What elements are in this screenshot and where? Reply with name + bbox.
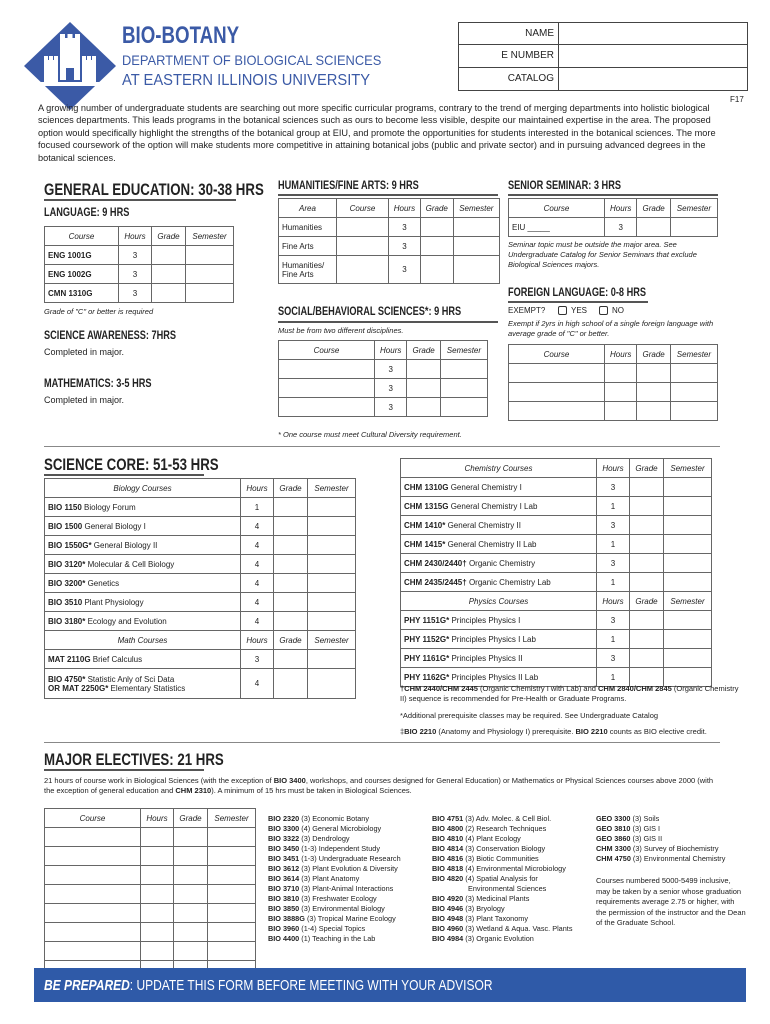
senior-seminar-title: SENIOR SEMINAR: 3 HRS — [508, 180, 621, 192]
table-row: BIO 4750* Statistic Anly of Sci Data OR MAT 2250G* Elementary Statistics 4 — [45, 669, 356, 699]
anatomy-note: ‡BIO 2210 (Anatomy and Physiology I) prerequisite. BIO 2210 counts as BIO elective credit. — [400, 727, 707, 736]
list-item: BIO 3612 (3) Plant Evolution & Diversity — [268, 864, 398, 873]
science-awareness-title: SCIENCE AWARENESS: 7HRS — [44, 330, 177, 342]
student-info-box — [458, 22, 748, 91]
footer-banner — [34, 968, 746, 1002]
table-row — [45, 847, 256, 866]
list-item: BIO 4820 (4) Spatial Analysis for — [432, 874, 538, 883]
graduate-note: Courses numbered 5000-5499 inclusive, may be taken by a senior whose graduation requirements average 2.75 or higher, with the permission of the instructor and the Dean of the Graduate School. — [596, 876, 746, 927]
elective-list-2 — [432, 814, 572, 944]
table-row — [45, 866, 256, 885]
table-row: 3 — [279, 360, 488, 379]
list-item: BIO 3614 (3) Plant Anatomy — [268, 874, 360, 883]
table-row — [45, 923, 256, 942]
list-item: CHM 3300 (3) Survey of Biochemistry — [596, 844, 719, 853]
list-item: BIO 3810 (3) Freshwater Ecology — [268, 894, 377, 903]
list-item: BIO 3300 (4) General Microbiology — [268, 824, 382, 833]
list-item: BIO 3850 (3) Environmental Biology — [268, 904, 385, 913]
table-row: PHY 1152G* Principles Physics I Lab 1 — [401, 630, 712, 649]
list-item: BIO 4948 (3) Plant Taxonomy — [432, 914, 528, 923]
table-row: CHM 1310G General Chemistry I 3 — [401, 478, 712, 497]
electives-description: 21 hours of course work in Biological Sciences (with the exception of BIO 3400, workshops, and courses designed for General Education) or Mathematics or Physical Sciences courses above 2000 (with the exception of general education and CHM 2310). A minimum of 15 hrs must be taken in Biological Sciences. — [44, 776, 714, 795]
table-row: CHM 2435/2445† Organic Chemistry Lab 1 — [401, 573, 712, 592]
table-row: Fine Arts 3 — [279, 237, 500, 256]
list-item: GEO 3860 (3) GIS II — [596, 834, 663, 843]
eiu-logo — [22, 20, 118, 112]
senior-table: Course Hours Grade Semester EIU _____ 3 — [508, 198, 718, 237]
list-item: BIO 4800 (2) Research Techniques — [432, 824, 547, 833]
list-item: BIO 4751 (3) Adv. Molec. & Cell Biol. — [432, 814, 552, 823]
table-row — [45, 885, 256, 904]
table-row — [509, 383, 718, 402]
biology-table: Biology Courses Hours Grade Semester BIO 1150 Biology Forum 1 BIO 1500 General Biology I 4 BIO 1550G* General Biology II 4 BIO 3120* Molecular & Cell Biology 4 BIO 3200* Genetics 4 BIO 3510 Plant Physiology 4 BIO 3180* Ecology and Evolution 4 Math Courses Hours Grade Semester MAT 2110G Brief Calculus 3 BIO 4750* Statistic Anly of Sci Data OR MAT 2250G* Elementary Statistics 4 — [44, 478, 356, 699]
page-title: BIO-BOTANY — [122, 22, 240, 49]
table-row — [45, 904, 256, 923]
list-item: BIO 4984 (3) Organic Evolution — [432, 934, 534, 943]
elective-list-3 — [596, 814, 725, 864]
social-table: Course Hours Grade Semester 3 3 3 — [278, 340, 488, 417]
table-row: BIO 1550G* General Biology II 4 — [45, 536, 356, 555]
name-label: NAME — [459, 23, 559, 44]
mathematics-title: MATHEMATICS: 3-5 HRS — [44, 378, 152, 390]
form-code: F17 — [730, 95, 744, 104]
senior-note: Seminar topic must be outside the major area. See Undergraduate Catalog for Senior Seminars that exclude Biological Sciences majors. — [508, 240, 697, 269]
science-awareness-note: Completed in major. — [44, 347, 125, 357]
list-item: BIO 3960 (1-4) Special Topics — [268, 924, 366, 933]
list-item: BIO 4816 (3) Biotic Communities — [432, 854, 539, 863]
language-title: LANGUAGE: 9 HRS — [44, 207, 130, 219]
yes-checkbox[interactable] — [558, 306, 567, 315]
no-checkbox[interactable] — [599, 306, 608, 315]
table-row: Humanities 3 — [279, 218, 500, 237]
table-row: BIO 3200* Genetics 4 — [45, 574, 356, 593]
list-item: BIO 4946 (3) Bryology — [432, 904, 505, 913]
chem-sequence-note: †CHM 2440/CHM 2445 (Organic Chemistry I with Lab) and CHM 2840/CHM 2845 (Organic Chemistry II) sequence is recommended for Pre-Health or Graduate Programs. — [400, 684, 739, 703]
table-row — [45, 942, 256, 961]
enumber-label: E NUMBER — [459, 45, 559, 67]
foreign-note: Exempt if 2yrs in high school of a single foreign language with average grade of "C" or better. — [508, 319, 714, 338]
chemistry-table: Chemistry Courses Hours Grade Semester CHM 1310G General Chemistry I 3 CHM 1315G General Chemistry I Lab 1 CHM 1410* General Chemistry II 3 CHM 1415* General Chemistry II Lab 1 CHM 2430/2440† Organic Chemistry 3 CHM 2435/2445† Organic Chemistry Lab 1 Physics Courses Hours Grade Semester PHY 1151G* Principles Physics I 3 PHY 1152G* Principles Physics I Lab 1 PHY 1161G* Principles Physics II 3 PHY 1162G* Principles Physics II Lab 1 — [400, 458, 712, 687]
list-item: BIO 4400 (1) Teaching in the Lab — [268, 934, 376, 943]
name-field[interactable] — [559, 23, 747, 44]
list-item: BIO 4814 (3) Conservation Biology — [432, 844, 546, 853]
list-item: BIO 4818 (4) Environmental Microbiology — [432, 864, 566, 873]
foreign-title: FOREIGN LANGUAGE: 0-8 HRS — [508, 287, 647, 299]
list-item: BIO 3888G (3) Tropical Marine Ecology — [268, 914, 396, 923]
table-row: PHY 1151G* Principles Physics I 3 — [401, 611, 712, 630]
foreign-table: Course Hours Grade Semester — [508, 344, 718, 421]
grade-note: Grade of "C" or better is required — [44, 307, 154, 316]
table-row: CMN 1310G 3 — [45, 284, 234, 303]
table-row: MAT 2110G Brief Calculus 3 — [45, 650, 356, 669]
table-row: Humanities/ Fine Arts 3 — [279, 256, 500, 284]
table-row: PHY 1162G* Principles Physics II Lab 1 — [401, 668, 712, 687]
social-footnote: * One course must meet Cultural Diversity requirement. — [278, 430, 462, 439]
table-row: CHM 1315G General Chemistry I Lab 1 — [401, 497, 712, 516]
catalog-label: CATALOG — [459, 68, 559, 90]
gened-title: GENERAL EDUCATION: 30-38 HRS — [44, 180, 264, 199]
footer-text: BE PREPARED: UPDATE THIS FORM BEFORE MEETING WITH YOUR ADVISOR — [44, 977, 493, 994]
social-note: Must be from two different disciplines. — [278, 326, 404, 335]
table-row: BIO 3510 Plant Physiology 4 — [45, 593, 356, 612]
list-item: BIO 3450 (1-3) Independent Study — [268, 844, 380, 853]
humanities-table: Area Course Hours Grade Semester Humanities 3 Fine Arts 3 Humanities/ Fine Arts 3 — [278, 198, 500, 284]
enumber-field[interactable] — [559, 45, 747, 67]
list-item: BIO 3451 (1-3) Undergraduate Research — [268, 854, 401, 863]
intro-paragraph: A growing number of undergraduate students are searching out more specific curricular programs, contrary to the trend of merging departments into holistic biological sciences departments. This leads programs in the botanical sciences such as ours to become less visible, despite our maintained expertise in the area. The proposed option would specifically highlight the strengths of the botanical group at EIU, and promote the opportunities for students interested in the botanical sciences. The more focused coursework of the option will make students more competitive in attaining botanical jobs (public and private sector) and in pursuing advanced degrees in the botanical sciences. — [38, 103, 716, 163]
elective-list-1 — [268, 814, 401, 944]
table-row: ENG 1002G 3 — [45, 265, 234, 284]
table-row — [45, 828, 256, 847]
humanities-title: HUMANITIES/FINE ARTS: 9 HRS — [278, 180, 419, 192]
table-row: 3 — [279, 379, 488, 398]
exempt-row: EXEMPT? YES NO — [508, 306, 625, 315]
table-row: BIO 3180* Ecology and Evolution 4 — [45, 612, 356, 631]
table-row: CHM 1415* General Chemistry II Lab 1 — [401, 535, 712, 554]
list-item: Environmental Sciences — [468, 884, 547, 893]
list-item: GEO 3300 (3) Soils — [596, 814, 660, 823]
electives-table: Course Hours Grade Semester — [44, 808, 256, 980]
list-item: BIO 3322 (3) Dendrology — [268, 834, 350, 843]
table-row: ENG 1001G 3 — [45, 246, 234, 265]
list-item: BIO 4960 (3) Wetland & Aqua. Vasc. Plants — [432, 924, 573, 933]
table-row: BIO 3120* Molecular & Cell Biology 4 — [45, 555, 356, 574]
science-core-title: SCIENCE CORE: 51-53 HRS — [44, 455, 219, 474]
table-row: BIO 1500 General Biology I 4 — [45, 517, 356, 536]
electives-title: MAJOR ELECTIVES: 21 HRS — [44, 750, 224, 769]
university: AT EASTERN ILLINOIS UNIVERSITY — [122, 72, 371, 89]
language-table: Course Hours Grade Semester ENG 1001G 3 ENG 1002G 3 CMN 1310G 3 — [44, 226, 234, 303]
table-row: CHM 1410* General Chemistry II 3 — [401, 516, 712, 535]
table-row: BIO 1150 Biology Forum 1 — [45, 498, 356, 517]
table-row: EIU _____ 3 — [509, 218, 718, 237]
table-row: 3 — [279, 398, 488, 417]
list-item: BIO 2320 (3) Economic Botany — [268, 814, 369, 823]
prereq-note: *Additional prerequisite classes may be required. See Undergraduate Catalog — [400, 711, 659, 720]
department: DEPARTMENT OF BIOLOGICAL SCIENCES — [122, 52, 382, 68]
table-row — [509, 364, 718, 383]
list-item: GEO 3810 (3) GIS I — [596, 824, 661, 833]
social-title: SOCIAL/BEHAVIORAL SCIENCES*: 9 HRS — [278, 306, 462, 318]
list-item: BIO 4920 (3) Medicinal Plants — [432, 894, 530, 903]
catalog-field[interactable] — [559, 68, 747, 90]
table-row — [509, 402, 718, 421]
table-row: CHM 2430/2440† Organic Chemistry 3 — [401, 554, 712, 573]
table-row: PHY 1161G* Principles Physics II 3 — [401, 649, 712, 668]
list-item: CHM 4750 (3) Environmental Chemistry — [596, 854, 726, 863]
list-item: BIO 4810 (4) Plant Ecology — [432, 834, 521, 843]
list-item: BIO 3710 (3) Plant-Animal Interactions — [268, 884, 394, 893]
mathematics-note: Completed in major. — [44, 395, 125, 405]
